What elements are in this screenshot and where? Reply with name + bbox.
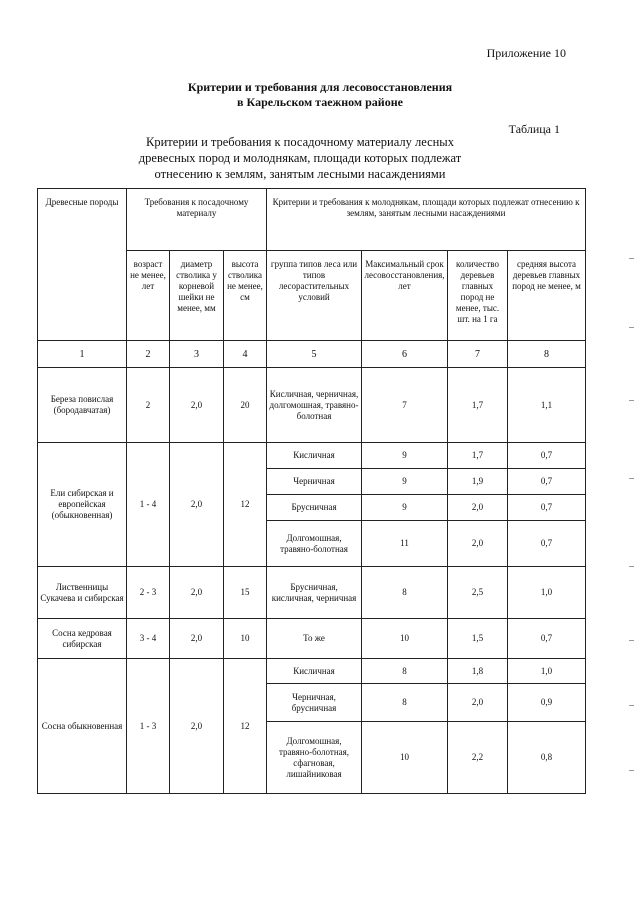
avg-height-cell: 0,7 — [508, 521, 586, 567]
period-cell: 9 — [362, 469, 448, 495]
appendix-label: Приложение 10 — [486, 46, 566, 60]
height-cell: 10 — [224, 619, 267, 659]
period-cell: 9 — [362, 443, 448, 469]
count-cell: 2,0 — [448, 495, 508, 521]
col-num: 1 — [38, 341, 127, 368]
diameter-cell: 2,0 — [170, 567, 224, 619]
scan-mark — [629, 770, 634, 771]
scan-mark — [629, 640, 634, 641]
col-num: 3 — [170, 341, 224, 368]
count-cell: 1,8 — [448, 659, 508, 684]
avg-height-cell: 0,7 — [508, 443, 586, 469]
diameter-cell: 2,0 — [170, 443, 224, 567]
col-num: 8 — [508, 341, 586, 368]
diameter-cell: 2,0 — [170, 619, 224, 659]
forest-type-cell: Кисличная, черничная, долгомошная, травяно-болотная — [267, 368, 362, 443]
count-cell: 1,9 — [448, 469, 508, 495]
scan-mark — [629, 400, 634, 401]
species-cell: Сосна обыкновенная — [38, 659, 127, 794]
species-cell: Береза повислая (бородавчатая) — [38, 368, 127, 443]
header-row-1 — [38, 189, 586, 251]
header-max-period: Максимальный срок лесовосстановления, лет — [362, 251, 448, 341]
age-cell: 1 - 3 — [127, 659, 170, 794]
height-cell: 12 — [224, 659, 267, 794]
avg-height-cell: 0,9 — [508, 684, 586, 722]
height-cell: 15 — [224, 567, 267, 619]
age-cell: 2 - 3 — [127, 567, 170, 619]
avg-height-cell: 0,8 — [508, 722, 586, 794]
table-row — [38, 443, 586, 469]
col-num: 4 — [224, 341, 267, 368]
height-cell: 12 — [224, 443, 267, 567]
avg-height-cell: 1,0 — [508, 659, 586, 684]
forest-type-cell: Брусничная — [267, 495, 362, 521]
forest-type-cell: Кисличная — [267, 659, 362, 684]
period-cell: 8 — [362, 659, 448, 684]
header-avg-height: средняя высота деревьев главных пород не менее, м — [508, 251, 586, 341]
period-cell: 10 — [362, 619, 448, 659]
column-number-row — [38, 341, 586, 368]
avg-height-cell: 1,0 — [508, 567, 586, 619]
table-row — [38, 368, 586, 443]
table-title — [0, 134, 600, 182]
table-title-line-1: Критерии и требования к посадочному материалу лесных — [146, 135, 454, 149]
count-cell: 2,0 — [448, 684, 508, 722]
age-cell: 1 - 4 — [127, 443, 170, 567]
count-cell: 1,7 — [448, 443, 508, 469]
age-cell: 2 — [127, 368, 170, 443]
title-line-1: Критерии и требования для лесовосстановления — [187, 80, 453, 94]
period-cell: 11 — [362, 521, 448, 567]
table-title-line-3: отнесению к землям, занятым лесными насаждениями — [154, 167, 446, 181]
header-forest-types: группа типов леса или типов лесорастительных условий — [267, 251, 362, 341]
table-row — [38, 619, 586, 659]
forest-type-cell: Черничная — [267, 469, 362, 495]
header-young-group: Критерии и требования к молоднякам, площади которых подлежат отнесению к землям, занятым лесными насаждениями — [267, 189, 586, 251]
col-num: 2 — [127, 341, 170, 368]
table-title-line-2: древесных пород и молоднякам, площади которых подлежат — [138, 151, 462, 165]
height-cell: 20 — [224, 368, 267, 443]
period-cell: 8 — [362, 567, 448, 619]
col-num: 5 — [267, 341, 362, 368]
period-cell: 8 — [362, 684, 448, 722]
document-title — [0, 80, 640, 110]
avg-height-cell: 1,1 — [508, 368, 586, 443]
table-row — [38, 659, 586, 684]
forest-type-cell: Кисличная — [267, 443, 362, 469]
table-label: Таблица 1 — [508, 122, 560, 136]
header-planting-group: Требования к посадочному материалу — [127, 189, 267, 251]
count-cell: 2,0 — [448, 521, 508, 567]
period-cell: 10 — [362, 722, 448, 794]
header-tree-count: количество деревьев главных пород не менее, тыс. шт. на 1 га — [448, 251, 508, 341]
header-age: возраст не менее, лет — [127, 251, 170, 341]
table-row — [38, 567, 586, 619]
count-cell: 1,5 — [448, 619, 508, 659]
avg-height-cell: 0,7 — [508, 495, 586, 521]
period-cell: 7 — [362, 368, 448, 443]
species-cell: Лиственницы Сукачева и сибирская — [38, 567, 127, 619]
title-line-2: в Карельском таежном районе — [237, 95, 403, 109]
scan-mark — [629, 566, 634, 567]
col-num: 7 — [448, 341, 508, 368]
diameter-cell: 2,0 — [170, 368, 224, 443]
forest-type-cell: То же — [267, 619, 362, 659]
header-diameter: диаметр стволика у корневой шейки не менее, мм — [170, 251, 224, 341]
header-species: Древесные породы — [38, 189, 127, 341]
criteria-table — [37, 188, 586, 794]
scan-mark — [629, 327, 634, 328]
avg-height-cell: 0,7 — [508, 469, 586, 495]
count-cell: 2,5 — [448, 567, 508, 619]
species-cell: Сосна кедровая сибирская — [38, 619, 127, 659]
age-cell: 3 - 4 — [127, 619, 170, 659]
forest-type-cell: Долгомошная, травяно-болотная, сфагновая, лишайниковая — [267, 722, 362, 794]
count-cell: 1,7 — [448, 368, 508, 443]
forest-type-cell: Черничная, брусничная — [267, 684, 362, 722]
species-cell: Ели сибирская и европейская (обыкновенная) — [38, 443, 127, 567]
count-cell: 2,2 — [448, 722, 508, 794]
scan-mark — [629, 705, 634, 706]
diameter-cell: 2,0 — [170, 659, 224, 794]
forest-type-cell: Брусничная, кисличная, черничная — [267, 567, 362, 619]
avg-height-cell: 0,7 — [508, 619, 586, 659]
header-height: высота стволика не менее, см — [224, 251, 267, 341]
forest-type-cell: Долгомошная, травяно-болотная — [267, 521, 362, 567]
scan-mark — [629, 478, 634, 479]
scan-mark — [629, 258, 634, 259]
col-num: 6 — [362, 341, 448, 368]
period-cell: 9 — [362, 495, 448, 521]
